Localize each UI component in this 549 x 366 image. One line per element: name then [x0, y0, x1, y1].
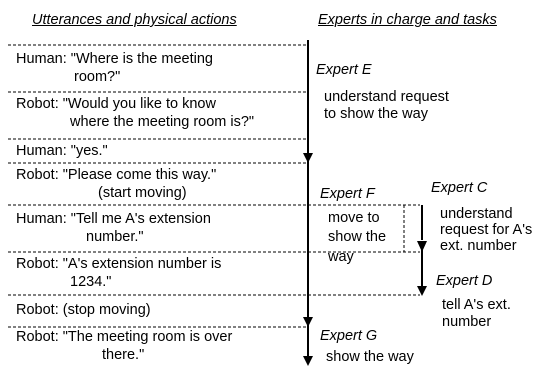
- arrow-head-e: [303, 153, 313, 163]
- utterance-2-line-1: Robot: "Would you like to know: [16, 96, 216, 112]
- expert-c-task-line-3: ext. number: [440, 238, 517, 254]
- expert-f-label: Expert F: [320, 186, 375, 202]
- utterance-8-line-2: there.": [102, 347, 145, 363]
- expert-e-task-line-2: to show the way: [324, 106, 428, 122]
- expert-g-task-line-1: show the way: [326, 349, 414, 365]
- utterance-8-line-1: Robot: "The meeting room is over: [16, 329, 233, 345]
- utterance-6-line-2: 1234.": [70, 274, 112, 290]
- arrow-head-c: [417, 241, 427, 252]
- utterance-1-line-1: Human: "Where is the meeting: [16, 51, 213, 67]
- utterance-5-line-1: Human: "Tell me A's extension: [16, 211, 211, 227]
- expert-d-task-line-1: tell A's ext.: [442, 297, 511, 313]
- utterance-6-line-1: Robot: "A's extension number is: [16, 256, 222, 272]
- utterance-7: Robot: (stop moving): [16, 302, 151, 318]
- expert-e-task-line-1: understand request: [324, 89, 449, 105]
- utterance-1-line-2: room?": [74, 69, 121, 85]
- utterance-4-line-1: Robot: "Please come this way.": [16, 167, 217, 183]
- right-column-header: Experts in charge and tasks: [318, 12, 497, 28]
- expert-e-label: Expert E: [316, 62, 372, 78]
- arrow-head-f: [303, 317, 313, 327]
- utterance-4-line-2: (start moving): [98, 185, 187, 201]
- left-column-header: Utterances and physical actions: [32, 12, 237, 28]
- expert-c-task-line-1: understand: [440, 206, 513, 222]
- expert-g-label: Expert G: [320, 328, 378, 344]
- expert-f-task-line-2: show the: [328, 229, 387, 245]
- expert-f-task-line-3: way: [328, 249, 354, 265]
- expert-d-task-line-2: number: [442, 314, 492, 330]
- expert-d-label: Expert D: [436, 273, 493, 289]
- expert-c-task-line-2: request for A's: [440, 222, 533, 238]
- utterance-5-line-2: number.": [86, 229, 144, 245]
- utterance-3: Human: "yes.": [16, 143, 108, 159]
- utterance-2-line-2: where the meeting room is?": [70, 114, 255, 130]
- arrow-head-g: [303, 356, 313, 366]
- expert-c-label: Expert C: [431, 180, 488, 196]
- expert-f-task-line-1: move to: [328, 210, 380, 226]
